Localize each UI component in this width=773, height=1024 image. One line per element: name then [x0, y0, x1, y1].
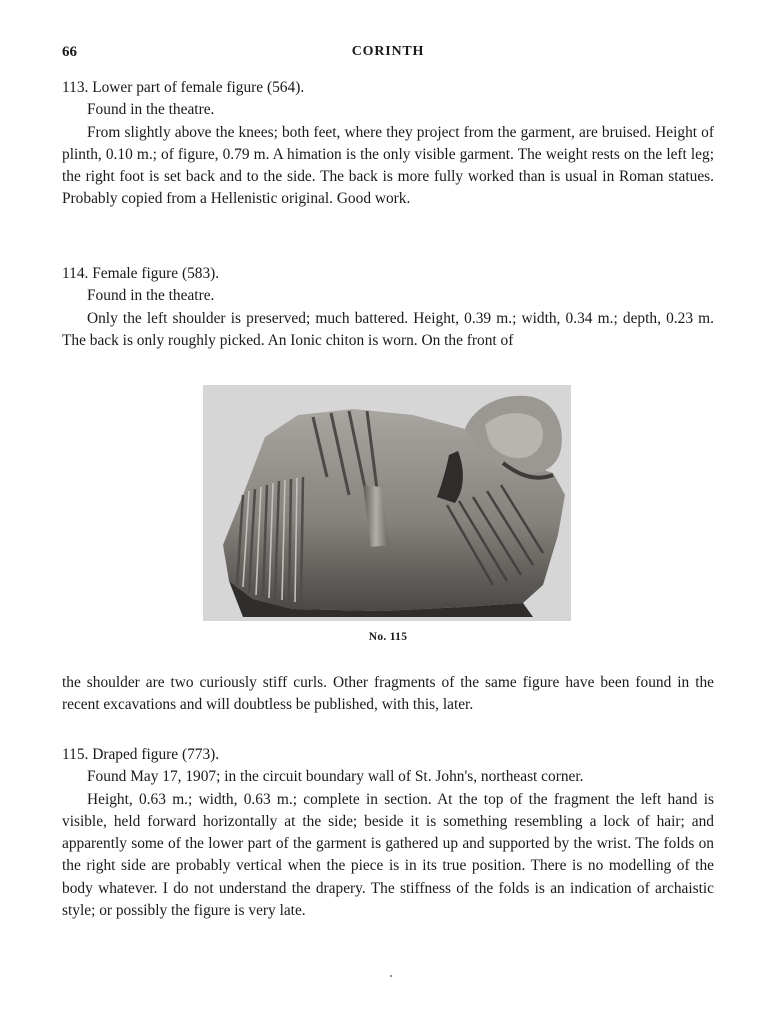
entry-findspot: Found May 17, 1907; in the circuit boundary wall of St. John's, northeast corner.	[87, 768, 584, 786]
page-header	[62, 44, 714, 64]
draped-figure-fragment-image	[203, 385, 571, 621]
page-mark	[390, 975, 392, 977]
entry-findspot: Found in the theatre.	[87, 287, 215, 305]
entry-description: Only the left shoulder is preserved; much battered. Height, 0.39 m.; width, 0.34 m.; depth, 0.23 m. The back is only roughly picked. An Ionic chiton is worn. On the front of	[62, 309, 714, 349]
sculpture-photograph	[203, 385, 571, 621]
entry-description: Height, 0.63 m.; width, 0.63 m.; complete in section. At the top of the fragment the left hand is visible, held forward horizontally at the side; beside it is something resembling a lock of hair; and apparently some of the lower part of the garment is gathered up and supported by the wrist. The folds on the right side are probably vertical when the piece is in its true position. There is no modelling of the body whatever. I do not understand the drapery. The stiffness of the folds is an indication of archaistic style; or possibly the figure is very late.	[62, 790, 714, 920]
figure-caption: No. 115	[368, 631, 408, 643]
catalogue-entry-114-continued	[62, 672, 714, 717]
entry-continuation: the shoulder are two curiously stiff curls. Other fragments of the same figure have been found in the recent excavations and will doubtless be published, with this, later.	[62, 674, 714, 714]
entry-heading: 114. Female figure (583).	[62, 265, 220, 282]
catalogue-entry-114	[62, 263, 714, 352]
catalogue-entry-113	[62, 77, 714, 211]
entry-heading: 113. Lower part of female figure (564).	[62, 79, 305, 96]
entry-description: From slightly above the knees; both feet, where they project from the garment, are bruised. Height of plinth, 0.10 m.; of figure, 0.79 m. A himation is the only visible garment. The weight rests on the left leg; the right foot is set back and to the side. The back is more fully worked than is usual in Roman statues. Probably copied from a Hellenistic original. Good work.	[62, 123, 714, 208]
catalogue-entry-115	[62, 744, 714, 922]
page-number: 66	[62, 44, 77, 60]
entry-findspot: Found in the theatre.	[87, 101, 215, 119]
running-title: CORINTH	[351, 44, 425, 59]
entry-heading: 115. Draped figure (773).	[62, 746, 220, 763]
